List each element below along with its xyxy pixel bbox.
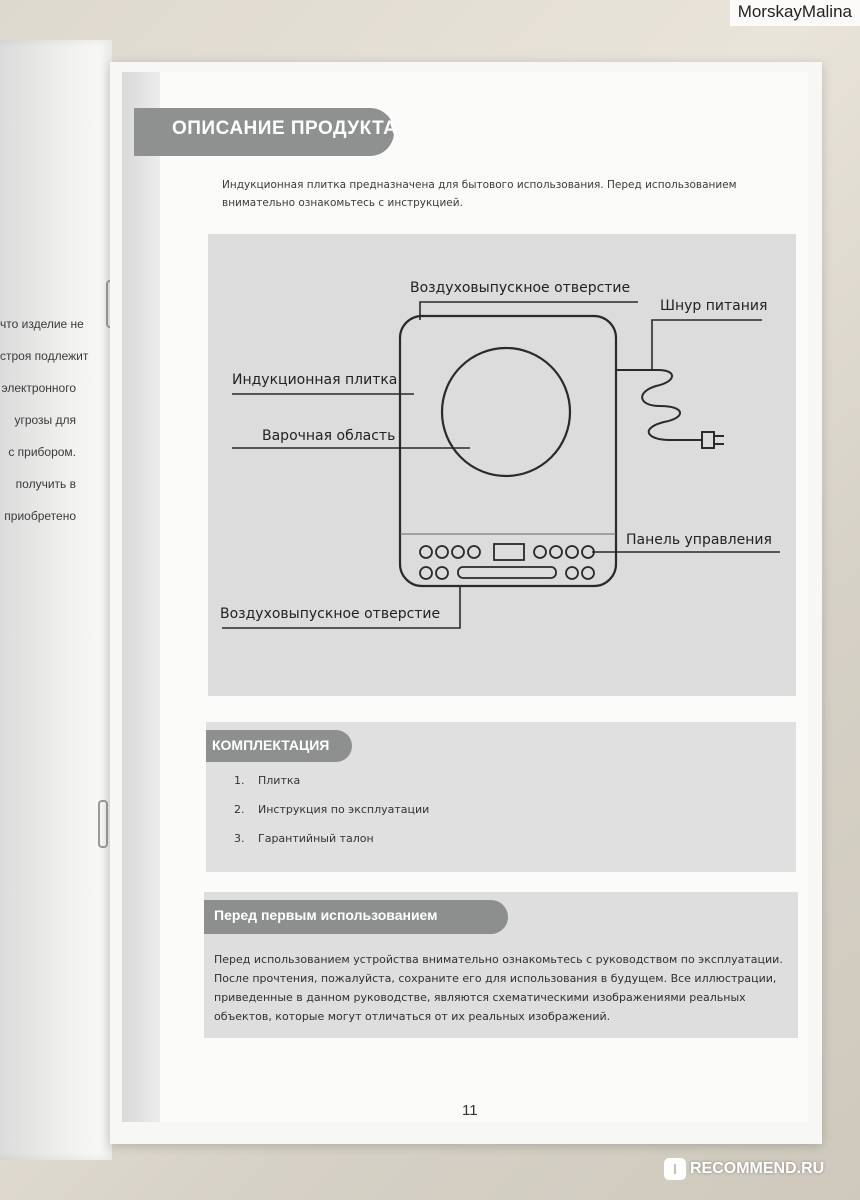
kit-section <box>206 722 796 872</box>
label-air-vent-bottom: Воздуховыпускное отверстие <box>220 606 441 622</box>
list-item <box>234 803 429 832</box>
page-title: ОПИСАНИЕ ПРОДУКТА <box>172 118 398 139</box>
label-air-vent-top: Воздуховыпускное отверстие <box>410 280 631 296</box>
label-cooking-area: Варочная область <box>262 428 396 444</box>
list-item-number: 2. <box>234 803 245 816</box>
kit-list <box>234 774 429 861</box>
left-page-line: угрозы для <box>14 413 76 427</box>
kit-title: КОМПЛЕКТАЦИЯ <box>212 737 330 753</box>
list-item <box>234 774 429 803</box>
left-page-line: электронного <box>1 381 76 395</box>
page-content <box>122 72 808 1122</box>
left-page-line: получить в <box>15 477 76 491</box>
power-cord-shape <box>616 370 702 440</box>
cooking-zone-circle <box>442 348 570 476</box>
list-item-number: 1. <box>234 774 245 787</box>
left-page-line: строя подлежит <box>0 349 89 363</box>
plug-shape <box>702 432 724 448</box>
watermark-site <box>664 1158 824 1180</box>
leader-lines <box>222 302 780 628</box>
list-item <box>234 832 429 861</box>
list-item-number: 3. <box>234 832 245 845</box>
label-cooktop: Индукционная плитка <box>232 372 398 388</box>
page-number: 11 <box>462 1102 478 1119</box>
first-use-body: Перед использованием устройства внимательно ознакомьтесь с руководством по эксплуатации. После прочтения, пожалуйста, сохраните его для использования в будущем. Все иллюстрации, приведенные в данном руководстве, являются схематическими изображениями реальных объектов, которые могут отличаться от их реальных изображений. <box>214 953 783 1023</box>
site-logo-icon: I <box>664 1158 686 1180</box>
list-item-label: Гарантийный талон <box>258 832 374 845</box>
watermark-username: MorskayMalina <box>730 0 860 26</box>
cooktop-body <box>400 316 616 586</box>
left-page-line: приобретено <box>4 509 76 523</box>
product-diagram <box>208 234 796 696</box>
list-item-label: Плитка <box>258 774 301 787</box>
list-item-label: Инструкция по эксплуатации <box>258 803 430 816</box>
left-page-line: что изделие не <box>0 317 84 331</box>
first-use-section <box>204 892 798 1038</box>
label-power-cord: Шнур питания <box>660 298 768 314</box>
left-page-text <box>0 308 89 532</box>
control-buttons-row-1 <box>420 544 594 560</box>
first-use-title: Перед первым использованием <box>214 907 438 923</box>
intro-text: Индукционная плитка предназначена для бытового использования. Перед использованием внимательно ознакомьтесь с инструкцией. <box>222 179 737 209</box>
watermark-site-text: RECOMMEND.RU <box>690 1160 825 1177</box>
right-page <box>110 62 822 1144</box>
page-side-band <box>122 72 160 1122</box>
left-page-line: с прибором. <box>8 445 76 459</box>
label-control-panel: Панель управления <box>626 532 772 548</box>
staple-bottom <box>98 800 108 848</box>
left-page <box>0 40 112 1160</box>
control-buttons-row-2 <box>420 567 594 579</box>
